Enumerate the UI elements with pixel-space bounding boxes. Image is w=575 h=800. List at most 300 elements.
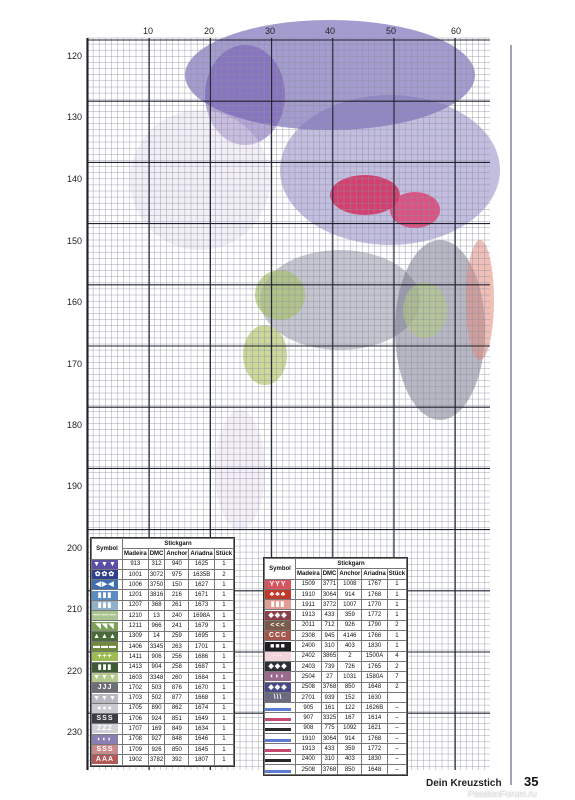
thread-symbol-icon: ◀▶◀: [92, 580, 118, 589]
key-madeira-cell: 1001: [123, 569, 149, 579]
thread-symbol-icon: ▮▮▮: [92, 601, 118, 610]
key-ariadna-cell: 1668: [189, 693, 214, 703]
key-row: [265, 692, 407, 702]
pattern-green-leaf: [243, 325, 287, 385]
thread-symbol-icon: ———: [93, 612, 117, 620]
key-anchor-cell: 975: [165, 569, 189, 579]
key-anchor-cell: 850: [338, 682, 362, 692]
key-dmc-cell: 433: [321, 744, 338, 754]
key-symbol-cell: [265, 620, 296, 630]
thread-symbol-icon: ▮▮▮: [92, 663, 118, 672]
key-anchor-cell: 877: [165, 693, 189, 703]
key-anchor-cell: 848: [165, 734, 189, 744]
key-stueck-cell: 1: [214, 631, 233, 641]
key-row: [265, 764, 407, 774]
row-tick-label: 210: [66, 604, 82, 614]
key-stueck-cell: 1: [387, 579, 406, 589]
key-stueck-cell: 7: [387, 672, 406, 682]
key-ariadna-cell: 1830: [362, 641, 387, 651]
key-row: [265, 723, 407, 733]
color-key-left: [90, 537, 235, 767]
key-symbol-cell: [265, 734, 296, 744]
key-row: [265, 589, 407, 599]
key-ariadna-cell: 1634: [189, 724, 214, 734]
pattern-red-berry: [330, 175, 400, 215]
key-stueck-cell: –: [387, 744, 406, 754]
key-dmc-cell: 3772: [321, 600, 338, 610]
key-dmc-cell: 14: [148, 631, 165, 641]
row-tick-label: 200: [66, 543, 82, 553]
thread-symbol-icon: ◆◆◆: [265, 662, 291, 671]
key-anchor-cell: 359: [338, 610, 362, 620]
key-ariadna-cell: 1648: [362, 682, 387, 692]
key-ariadna-cell: 1687: [189, 662, 214, 672]
key-header-anchor: Anchor: [338, 569, 362, 579]
key-symbol-cell: [265, 692, 296, 702]
magazine-title: Dein Kreuzstich: [426, 778, 502, 789]
key-stueck-cell: –: [387, 764, 406, 774]
key-anchor-cell: 851: [165, 714, 189, 724]
key-header-madeira: Madeira: [123, 549, 149, 559]
key-ariadna-cell: 1626B: [362, 703, 387, 713]
key-symbol-cell: [265, 579, 296, 589]
key-madeira-cell: 1702: [123, 683, 149, 693]
key-row: [265, 661, 407, 671]
column-tick-label: 40: [324, 26, 335, 36]
pattern-pale-stem: [130, 110, 270, 250]
pattern-green-leaf: [403, 282, 447, 338]
thread-symbol-icon: +++: [92, 652, 118, 661]
key-madeira-cell: 2508: [296, 764, 322, 774]
row-tick-label: 230: [66, 727, 82, 737]
key-stueck-cell: 2: [387, 682, 406, 692]
key-symbol-cell: [92, 693, 123, 703]
key-ariadna-cell: 1679: [189, 621, 214, 631]
key-madeira-cell: 2308: [296, 631, 322, 641]
key-title: Stickgarn: [296, 559, 407, 569]
key-dmc-cell: 310: [321, 754, 338, 764]
key-dmc-cell: 13: [148, 611, 165, 621]
key-title: Stickgarn: [123, 539, 234, 549]
thread-symbol-icon: ▬▬▬: [93, 643, 117, 651]
key-dmc-cell: 3072: [148, 569, 165, 579]
key-row: [265, 713, 407, 723]
key-madeira-cell: 1913: [296, 744, 322, 754]
thread-symbol-icon: ▼▼▼: [93, 674, 117, 681]
key-ariadna-cell: 1684: [189, 672, 214, 682]
key-row: [265, 672, 407, 682]
key-ariadna-cell: 1671: [189, 590, 214, 600]
key-symbol-cell: [92, 611, 123, 621]
key-ariadna-cell: 1500A: [362, 651, 387, 661]
key-stueck-cell: 1: [214, 621, 233, 631]
key-anchor-cell: 2: [338, 651, 362, 661]
key-ariadna-cell: 1695: [189, 631, 214, 641]
key-anchor-cell: 263: [165, 641, 189, 651]
key-symbol-cell: [265, 600, 296, 610]
key-anchor-cell: 940: [165, 559, 189, 569]
key-row: [92, 569, 234, 579]
key-dmc-cell: 27: [321, 672, 338, 682]
key-anchor-cell: 862: [165, 703, 189, 713]
key-stueck-cell: 1: [214, 590, 233, 600]
key-row: [92, 662, 234, 672]
key-symbol-cell: [265, 764, 296, 774]
thread-symbol-icon: YYY: [265, 580, 291, 589]
key-ariadna-cell: 1674: [189, 703, 214, 713]
key-symbol-cell: [92, 641, 123, 651]
key-anchor-cell: 914: [338, 589, 362, 599]
thread-symbol-icon: [265, 759, 291, 762]
key-symbol-cell: [265, 682, 296, 692]
key-madeira-cell: 1705: [123, 703, 149, 713]
key-header-ariadna: Ariadna: [189, 549, 214, 559]
key-symbol-cell: [92, 734, 123, 744]
key-madeira-cell: 2011: [296, 620, 322, 630]
key-dmc-cell: 312: [148, 559, 165, 569]
column-tick-label: 50: [385, 26, 396, 36]
key-dmc-cell: 3768: [321, 682, 338, 692]
key-header-anchor: Anchor: [165, 549, 189, 559]
key-symbol-cell: [265, 589, 296, 599]
key-dmc-cell: 3782: [148, 755, 165, 765]
thread-symbol-icon: ●●●: [92, 704, 118, 713]
key-anchor-cell: 914: [338, 734, 362, 744]
column-tick-label: 30: [264, 26, 275, 36]
key-anchor-cell: 4146: [338, 631, 362, 641]
key-dmc-cell: 3865: [321, 651, 338, 661]
key-dmc-cell: 433: [321, 610, 338, 620]
key-header-madeira: Madeira: [296, 569, 322, 579]
key-symbol-cell: [92, 703, 123, 713]
thread-symbol-icon: ▼▼▼: [93, 694, 117, 702]
thread-symbol-icon: ◆◆◆: [265, 611, 291, 620]
row-tick-label: 170: [66, 359, 82, 369]
key-row: [92, 580, 234, 590]
pattern-pink-petal: [466, 240, 494, 360]
thread-symbol-icon: ▮▮▮: [265, 600, 291, 609]
key-stueck-cell: 1: [214, 755, 233, 765]
key-ariadna-cell: 1686: [189, 652, 214, 662]
key-symbol-cell: [265, 713, 296, 723]
thread-symbol-icon: CCC: [265, 631, 291, 640]
key-madeira-cell: 1201: [123, 590, 149, 600]
key-ariadna-cell: 1698A: [189, 611, 214, 621]
key-row: [92, 724, 234, 734]
key-header-symbol: Symbol: [92, 539, 123, 560]
key-row: [265, 754, 407, 764]
key-madeira-cell: 2701: [296, 692, 322, 702]
key-stueck-cell: –: [387, 703, 406, 713]
key-symbol-cell: [265, 631, 296, 641]
key-ariadna-cell: 1768: [362, 734, 387, 744]
key-ariadna-cell: 1645: [189, 744, 214, 754]
key-stueck-cell: [387, 692, 406, 702]
key-stueck-cell: 1: [214, 662, 233, 672]
key-madeira-cell: 1910: [296, 734, 322, 744]
thread-symbol-icon: [265, 718, 291, 721]
key-dmc-cell: 503: [148, 683, 165, 693]
key-anchor-cell: 216: [165, 590, 189, 600]
key-madeira-cell: 907: [296, 713, 322, 723]
key-stueck-cell: 1: [214, 703, 233, 713]
key-stueck-cell: –: [387, 723, 406, 733]
key-symbol-cell: [265, 703, 296, 713]
key-row: [92, 744, 234, 754]
key-dmc-cell: 3325: [321, 713, 338, 723]
key-symbol-cell: [92, 744, 123, 754]
row-tick-label: 140: [66, 174, 82, 184]
key-symbol-cell: [92, 590, 123, 600]
key-dmc-cell: 966: [148, 621, 165, 631]
key-symbol-cell: [92, 683, 123, 693]
key-row: [92, 641, 234, 651]
key-anchor-cell: 392: [165, 755, 189, 765]
key-anchor-cell: 259: [165, 631, 189, 641]
key-row: [265, 600, 407, 610]
thread-symbol-icon: [265, 770, 291, 773]
key-ariadna-cell: 1621: [362, 723, 387, 733]
key-anchor-cell: 850: [165, 744, 189, 754]
key-header-stueck: Stück: [387, 569, 406, 579]
key-ariadna-cell: 1767: [362, 579, 387, 589]
key-ariadna-cell: 1830: [362, 754, 387, 764]
key-left-rows: [92, 559, 234, 765]
thread-symbol-icon: ▲▲▲: [93, 632, 117, 640]
thread-symbol-icon: ZZZ: [92, 724, 118, 733]
key-anchor-cell: 241: [165, 621, 189, 631]
key-anchor-cell: 876: [165, 683, 189, 693]
key-anchor-cell: 1031: [338, 672, 362, 682]
key-stueck-cell: 2: [387, 661, 406, 671]
key-ariadna-cell: 1701: [189, 641, 214, 651]
key-stueck-cell: 1: [387, 641, 406, 651]
key-madeira-cell: 1911: [296, 600, 322, 610]
key-ariadna-cell: 1580A: [362, 672, 387, 682]
key-stueck-cell: 1: [214, 683, 233, 693]
key-stueck-cell: –: [387, 734, 406, 744]
key-row: [92, 559, 234, 569]
key-stueck-cell: –: [387, 754, 406, 764]
key-anchor-cell: 261: [165, 600, 189, 610]
key-anchor-cell: 122: [338, 703, 362, 713]
key-anchor-cell: 1007: [338, 600, 362, 610]
key-row: [92, 683, 234, 693]
thread-symbol-icon: ◥◥◥: [92, 622, 118, 631]
key-header-dmc: DMC: [148, 549, 165, 559]
key-madeira-cell: 913: [123, 559, 149, 569]
key-stueck-cell: 1: [214, 693, 233, 703]
key-row: [92, 714, 234, 724]
key-madeira-cell: 1006: [123, 580, 149, 590]
key-dmc-cell: 904: [148, 662, 165, 672]
key-anchor-cell: 152: [338, 692, 362, 702]
thread-symbol-icon: JJJ: [92, 683, 118, 692]
key-stueck-cell: 4: [387, 651, 406, 661]
key-symbol-cell: [265, 661, 296, 671]
thread-symbol-icon: ▮▮▮: [92, 591, 118, 600]
key-symbol-cell: [265, 651, 296, 661]
key-row: [265, 610, 407, 620]
thread-symbol-icon: ✿✿✿: [92, 570, 118, 579]
key-symbol-cell: [92, 569, 123, 579]
key-symbol-cell: [265, 641, 296, 651]
key-row: [265, 703, 407, 713]
key-ariadna-cell: 1627: [189, 580, 214, 590]
key-stueck-cell: 1: [387, 610, 406, 620]
key-header-ariadna: Ariadna: [362, 569, 387, 579]
key-row: [265, 744, 407, 754]
key-madeira-cell: 905: [296, 703, 322, 713]
row-tick-label: 190: [66, 481, 82, 491]
key-dmc-cell: 3348: [148, 672, 165, 682]
key-ariadna-cell: 1807: [189, 755, 214, 765]
key-madeira-cell: 1706: [123, 714, 149, 724]
key-row: [92, 600, 234, 610]
key-dmc-cell: 502: [148, 693, 165, 703]
key-row: [265, 734, 407, 744]
key-stueck-cell: 2: [387, 620, 406, 630]
key-row: [92, 590, 234, 600]
key-anchor-cell: 240: [165, 611, 189, 621]
key-ariadna-cell: 1670: [189, 683, 214, 693]
key-stueck-cell: 1: [387, 600, 406, 610]
key-dmc-cell: 3064: [321, 734, 338, 744]
thread-symbol-icon: ◐◐◐: [265, 672, 291, 681]
key-dmc-cell: 926: [148, 744, 165, 754]
key-stueck-cell: 1: [387, 631, 406, 641]
watermark: PassionForum.ru: [468, 789, 537, 799]
key-dmc-cell: 775: [321, 723, 338, 733]
key-dmc-cell: 3768: [321, 764, 338, 774]
key-anchor-cell: 1092: [338, 723, 362, 733]
thread-symbol-icon: [265, 708, 291, 711]
key-madeira-cell: 1910: [296, 589, 322, 599]
thread-symbol-icon: SSS: [92, 745, 118, 754]
key-symbol-cell: [92, 621, 123, 631]
key-symbol-cell: [92, 631, 123, 641]
key-dmc-cell: 924: [148, 714, 165, 724]
key-madeira-cell: 1913: [296, 610, 322, 620]
key-ariadna-cell: 1766: [362, 631, 387, 641]
key-row: [265, 631, 407, 641]
key-ariadna-cell: 1648: [362, 764, 387, 774]
key-ariadna-cell: 1770: [362, 600, 387, 610]
column-tick-label: 60: [450, 26, 461, 36]
key-header-dmc: DMC: [321, 569, 338, 579]
key-dmc-cell: 3750: [148, 580, 165, 590]
key-madeira-cell: 1411: [123, 652, 149, 662]
pattern-red-berry: [390, 192, 440, 228]
key-row: [92, 621, 234, 631]
key-row: [92, 755, 234, 765]
key-madeira-cell: 1406: [123, 641, 149, 651]
key-row: [265, 641, 407, 651]
key-dmc-cell: 739: [321, 661, 338, 671]
thread-symbol-icon: ▼▼▼: [93, 560, 117, 568]
key-anchor-cell: 403: [338, 641, 362, 651]
key-symbol-cell: [92, 652, 123, 662]
key-stueck-cell: 1: [214, 744, 233, 754]
thread-symbol-icon: ♣♣♣: [265, 590, 291, 599]
key-madeira-cell: 1707: [123, 724, 149, 734]
key-dmc-cell: 169: [148, 724, 165, 734]
key-stueck-cell: 1: [214, 714, 233, 724]
key-header-symbol: Symbol: [265, 559, 296, 580]
key-stueck-cell: 1: [214, 652, 233, 662]
key-madeira-cell: 2402: [296, 651, 322, 661]
thread-symbol-icon: AAA: [92, 755, 118, 764]
key-right-rows: [265, 579, 407, 775]
key-stueck-cell: 1: [214, 734, 233, 744]
key-dmc-cell: 945: [321, 631, 338, 641]
key-stueck-cell: 1: [214, 580, 233, 590]
key-dmc-cell: 3064: [321, 589, 338, 599]
thread-symbol-icon: ···: [265, 652, 291, 661]
key-symbol-cell: [92, 559, 123, 569]
key-symbol-cell: [92, 714, 123, 724]
key-ariadna-cell: 1614: [362, 713, 387, 723]
key-row: [92, 693, 234, 703]
key-dmc-cell: 712: [321, 620, 338, 630]
key-symbol-cell: [265, 672, 296, 682]
key-madeira-cell: 1703: [123, 693, 149, 703]
row-tick-label: 180: [66, 420, 82, 430]
key-anchor-cell: 258: [165, 662, 189, 672]
color-key-right: [263, 557, 408, 776]
key-stueck-cell: 1: [214, 641, 233, 651]
key-madeira-cell: 1509: [296, 579, 322, 589]
key-anchor-cell: 359: [338, 744, 362, 754]
key-ariadna-cell: 1673: [189, 600, 214, 610]
key-madeira-cell: 1211: [123, 621, 149, 631]
key-madeira-cell: 1309: [123, 631, 149, 641]
key-row: [92, 631, 234, 641]
key-anchor-cell: 849: [165, 724, 189, 734]
key-ariadna-cell: 1790: [362, 620, 387, 630]
key-ariadna-cell: 1625: [189, 559, 214, 569]
key-row: [92, 611, 234, 621]
key-anchor-cell: 260: [165, 672, 189, 682]
key-anchor-cell: 850: [338, 764, 362, 774]
thread-symbol-icon: [265, 749, 291, 752]
key-anchor-cell: 150: [165, 580, 189, 590]
key-dmc-cell: 3345: [148, 641, 165, 651]
key-symbol-cell: [92, 672, 123, 682]
key-symbol-cell: [92, 724, 123, 734]
key-symbol-cell: [265, 744, 296, 754]
key-row: [265, 651, 407, 661]
thread-symbol-icon: [265, 739, 291, 742]
column-tick-label: 10: [142, 26, 153, 36]
key-stueck-cell: –: [387, 713, 406, 723]
key-ariadna-cell: 1772: [362, 610, 387, 620]
thread-symbol-icon: [265, 728, 291, 731]
key-anchor-cell: 726: [338, 661, 362, 671]
key-dmc-cell: 310: [321, 641, 338, 651]
key-madeira-cell: 2400: [296, 754, 322, 764]
key-ariadna-cell: 1772: [362, 744, 387, 754]
key-row: [265, 620, 407, 630]
key-anchor-cell: 926: [338, 620, 362, 630]
key-ariadna-cell: 1635B: [189, 569, 214, 579]
key-symbol-cell: [265, 754, 296, 764]
key-anchor-cell: 167: [338, 713, 362, 723]
key-madeira-cell: 1413: [123, 662, 149, 672]
key-stueck-cell: 1: [214, 611, 233, 621]
key-ariadna-cell: 1630: [362, 692, 387, 702]
key-dmc-cell: 906: [148, 652, 165, 662]
